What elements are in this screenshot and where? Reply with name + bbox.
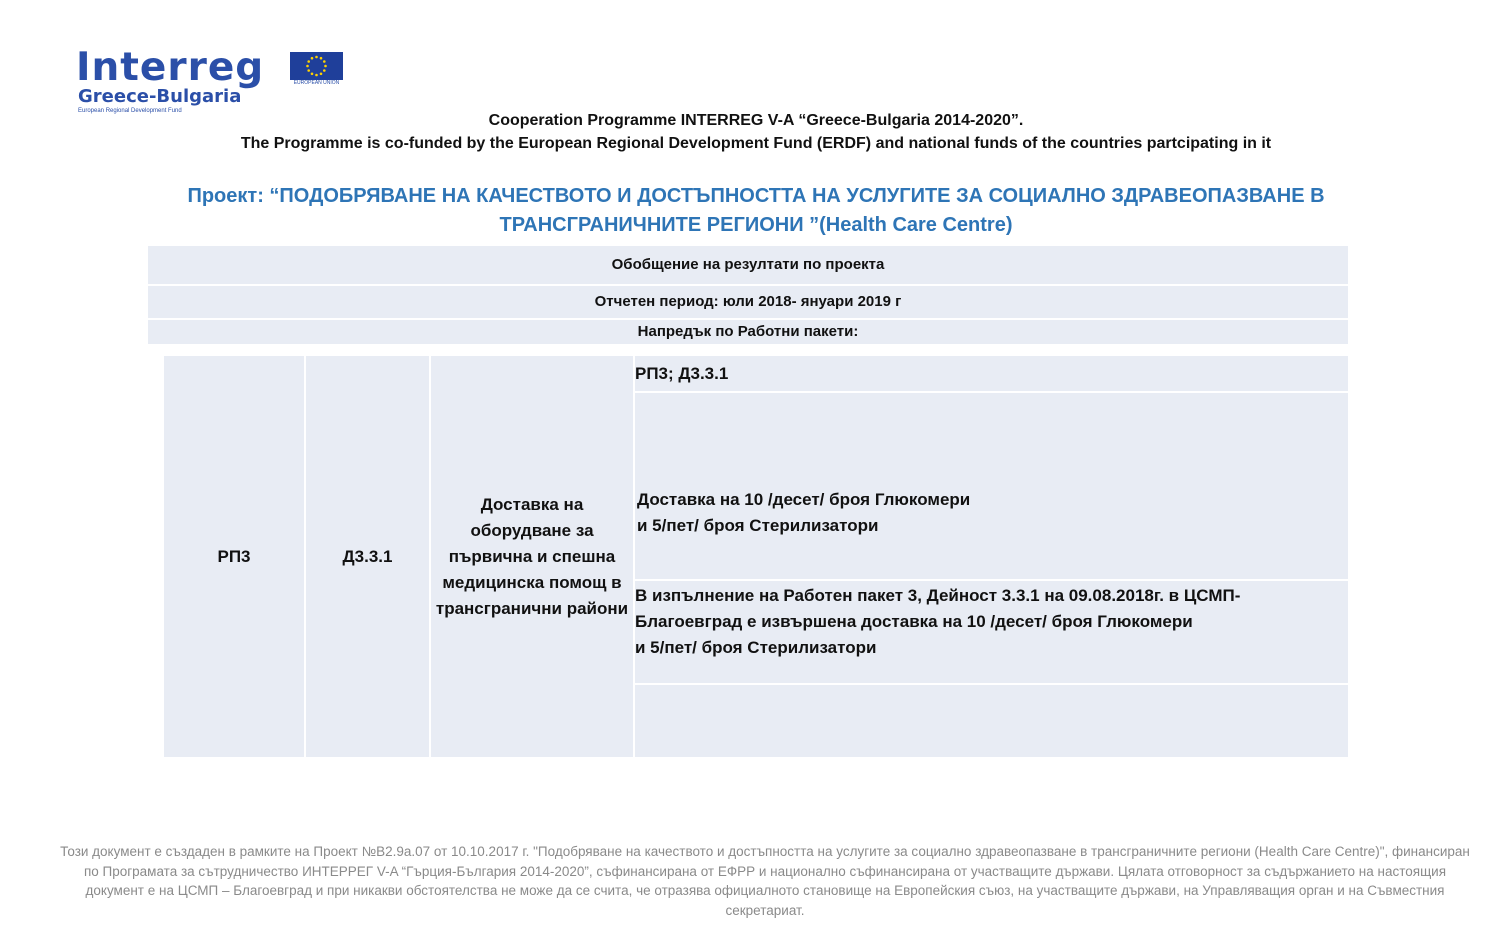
description-value: Доставка на оборудване за първична и спешна медицинска помощ в трансгранични райони (435, 494, 629, 618)
summary-heading: Обобщение на резултати по проекта (148, 246, 1348, 284)
period-heading: Отчетен период: юли 2018- януари 2019 г (148, 286, 1348, 318)
eu-flag-icon (290, 52, 343, 80)
eu-label: EUROPEAN UNION (293, 80, 340, 86)
description-cell (431, 356, 633, 757)
detail-row-2 (635, 393, 1348, 579)
detail-row-4 (635, 685, 1348, 757)
detail-row-1 (635, 356, 1348, 391)
detail-row-2-text: Доставка на 10 /десет/ броя Глюкомери и 5/пет/ броя Стерилизатори (637, 490, 971, 535)
detail-row-3 (635, 581, 1348, 683)
logo-subtitle: Greece-Bulgaria (78, 86, 242, 107)
activity-cell (306, 356, 429, 757)
progress-heading: Напредък по Работни пакети: (148, 320, 1348, 344)
work-package-value: РП3 (217, 546, 251, 566)
logo-wordmark: Interreg (76, 45, 265, 90)
activity-value: Д3.3.1 (342, 546, 393, 566)
project-title: Проект: “ПОДОБРЯВАНЕ НА КАЧЕСТВОТО И ДОСТЪПНОСТТА НА УСЛУГИТЕ ЗА СОЦИАЛНО ЗДРАВЕОПАЗВАНЕ В ТРАНСГРАНИЧНИТЕ РЕГИОНИ ”(Health Care Centre) (187, 185, 1325, 236)
disclaimer-footer: Този документ е създаден в рамките на Проект №B2.9a.07 от 10.10.2017 г. "Подобряване на качеството и достъпността на услугите за социално здравеопазване в трансграничните региони (Health Care Centre)", финансиран по Програмата за сътрудничество ИНТЕРРЕГ V-A “Гърция-България 2014-2020”, съфинансирана от ЕФРР и национално съфинансирана от участващите държави. Цялата отговорност за съдържанието на настоящия документ е на ЦСМП – Благоевград и при никакви обстоятелства не може да се счита, че отразява официалното становище на Европейския съюз, на участващите държави, на Управляващия орган и на Съвместния секретариат. (60, 844, 1470, 918)
detail-row-3-text: В изпълнение на Работен пакет 3, Дейност 3.3.1 на 09.08.2018г. в ЦСМП- Благоевград е извършена доставка на 10 /десет/ броя Глюкомери и 5/пет/ броя Стерилизатори (635, 586, 1241, 657)
detail-row-1-text: РП3; Д3.3.1 (635, 364, 729, 383)
work-package-cell (164, 356, 304, 757)
programme-line-1: Cooperation Programme INTERREG V-A “Greece-Bulgaria 2014-2020”. (488, 112, 1024, 129)
work-package-table (164, 356, 1348, 757)
programme-line-2: The Programme is co-funded by the European Regional Development Fund (ERDF) and national funds of the countries partcipating in it (240, 135, 1272, 152)
logo-fund-text: European Regional Development Fund (78, 108, 182, 114)
